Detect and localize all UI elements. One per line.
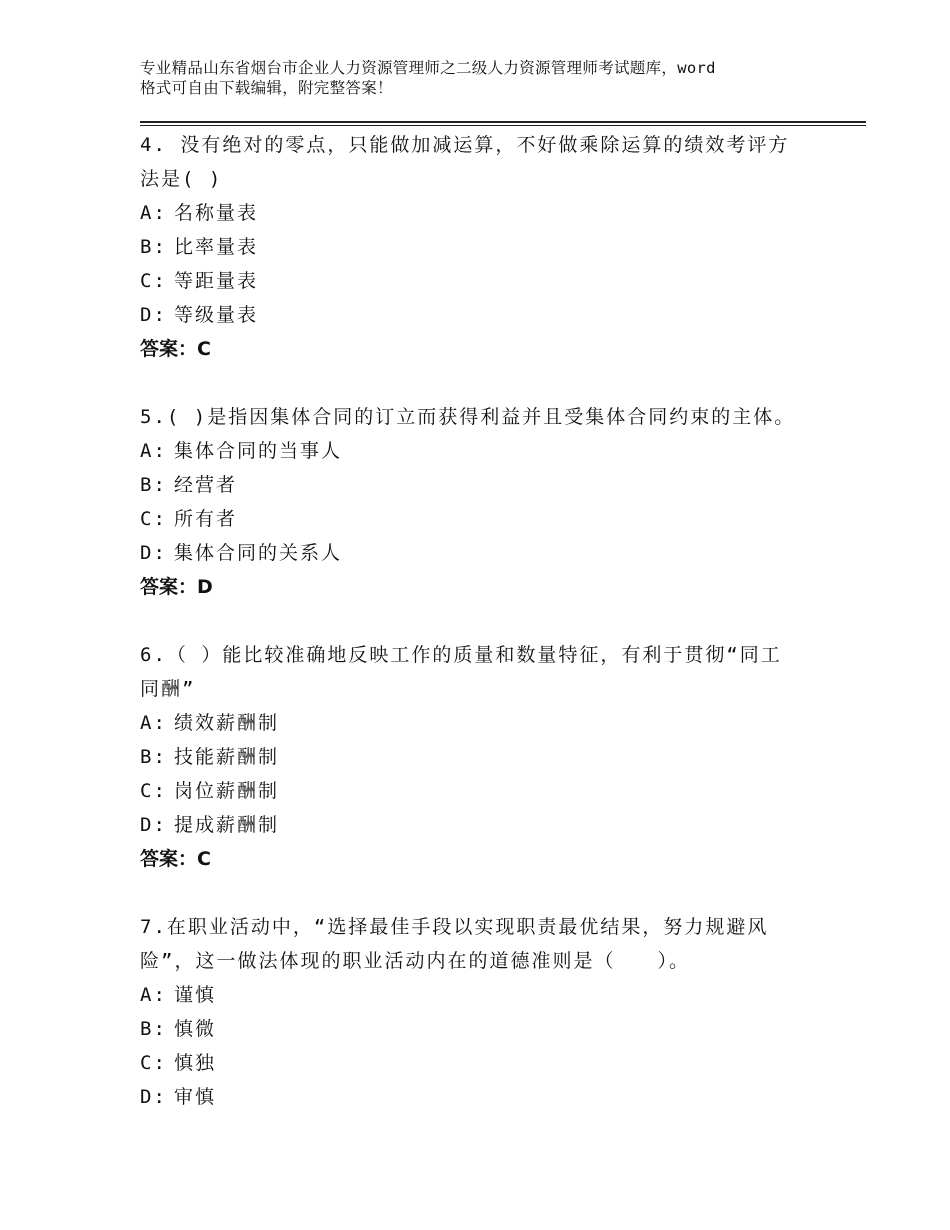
option-key: A: bbox=[140, 202, 167, 224]
option-c bbox=[140, 502, 820, 536]
option-key: C: bbox=[140, 270, 167, 292]
option-a bbox=[140, 196, 820, 230]
option-text: 比率量表 bbox=[174, 236, 259, 258]
question-list bbox=[140, 128, 820, 1114]
spacer bbox=[140, 366, 820, 400]
question-stem-continued: 同酬” bbox=[140, 678, 196, 700]
option-text: 审慎 bbox=[174, 1086, 217, 1108]
option-text: 慎微 bbox=[174, 1018, 217, 1040]
option-key: D: bbox=[140, 542, 167, 564]
spacer bbox=[140, 604, 820, 638]
option-d bbox=[140, 298, 820, 332]
option-key: B: bbox=[140, 474, 167, 496]
option-key: A: bbox=[140, 984, 167, 1006]
option-text: 集体合同的关系人 bbox=[174, 542, 343, 564]
option-key: B: bbox=[140, 236, 167, 258]
question-7 bbox=[140, 910, 820, 1114]
option-text: 集体合同的当事人 bbox=[174, 440, 343, 462]
option-key: D: bbox=[140, 304, 167, 326]
option-text: 岗位薪酬制 bbox=[174, 780, 280, 802]
option-text: 提成薪酬制 bbox=[174, 814, 280, 836]
option-key: B: bbox=[140, 746, 167, 768]
question-stem: 7.在职业活动中，“选择最佳手段以实现职责最优结果，努力规避风 bbox=[140, 916, 769, 938]
option-c bbox=[140, 774, 820, 808]
question-stem: 6.（ ）能比较准确地反映工作的质量和数量特征，有利于贯彻“同工 bbox=[140, 644, 782, 666]
question-stem-continued: 法是( ) bbox=[140, 168, 223, 190]
option-text: 等距量表 bbox=[174, 270, 259, 292]
document-header bbox=[140, 58, 840, 98]
header-line-2: 格式可自由下载编辑，附完整答案！ bbox=[140, 79, 393, 97]
answer-label: 答案：C bbox=[140, 848, 211, 870]
option-b bbox=[140, 468, 820, 502]
option-key: C: bbox=[140, 780, 167, 802]
option-key: C: bbox=[140, 508, 167, 530]
question-6 bbox=[140, 638, 820, 876]
answer-label: 答案：C bbox=[140, 338, 211, 360]
option-b bbox=[140, 740, 820, 774]
option-text: 等级量表 bbox=[174, 304, 259, 326]
option-key: D: bbox=[140, 1086, 167, 1108]
option-text: 名称量表 bbox=[174, 202, 259, 224]
option-key: B: bbox=[140, 1018, 167, 1040]
option-text: 经营者 bbox=[174, 474, 238, 496]
question-stem: 4. 没有绝对的零点，只能做加减运算，不好做乘除运算的绩效考评方 bbox=[140, 134, 790, 156]
question-4 bbox=[140, 128, 820, 366]
option-text: 谨慎 bbox=[174, 984, 217, 1006]
option-b bbox=[140, 230, 820, 264]
option-key: A: bbox=[140, 440, 167, 462]
header-divider-thick bbox=[140, 121, 866, 123]
option-a bbox=[140, 434, 820, 468]
option-a bbox=[140, 706, 820, 740]
option-text: 绩效薪酬制 bbox=[174, 712, 280, 734]
option-c bbox=[140, 1046, 820, 1080]
option-text: 所有者 bbox=[174, 508, 238, 530]
option-key: D: bbox=[140, 814, 167, 836]
option-b bbox=[140, 1012, 820, 1046]
option-key: A: bbox=[140, 712, 167, 734]
question-stem: 5.( )是指因集体合同的订立而获得利益并且受集体合同约束的主体。 bbox=[140, 406, 796, 428]
question-stem-continued: 险”，这一做法体现的职业活动内在的道德准则是（ ）。 bbox=[140, 950, 690, 972]
option-c bbox=[140, 264, 820, 298]
option-d bbox=[140, 536, 820, 570]
answer-label: 答案：D bbox=[140, 576, 213, 598]
option-d bbox=[140, 1080, 820, 1114]
option-d bbox=[140, 808, 820, 842]
option-a bbox=[140, 978, 820, 1012]
option-text: 技能薪酬制 bbox=[174, 746, 280, 768]
question-5 bbox=[140, 400, 820, 604]
option-key: C: bbox=[140, 1052, 167, 1074]
spacer bbox=[140, 876, 820, 910]
option-text: 慎独 bbox=[174, 1052, 217, 1074]
header-line-1: 专业精品山东省烟台市企业人力资源管理师之二级人力资源管理师考试题库，word bbox=[140, 59, 716, 77]
header-divider-thin bbox=[140, 125, 866, 126]
